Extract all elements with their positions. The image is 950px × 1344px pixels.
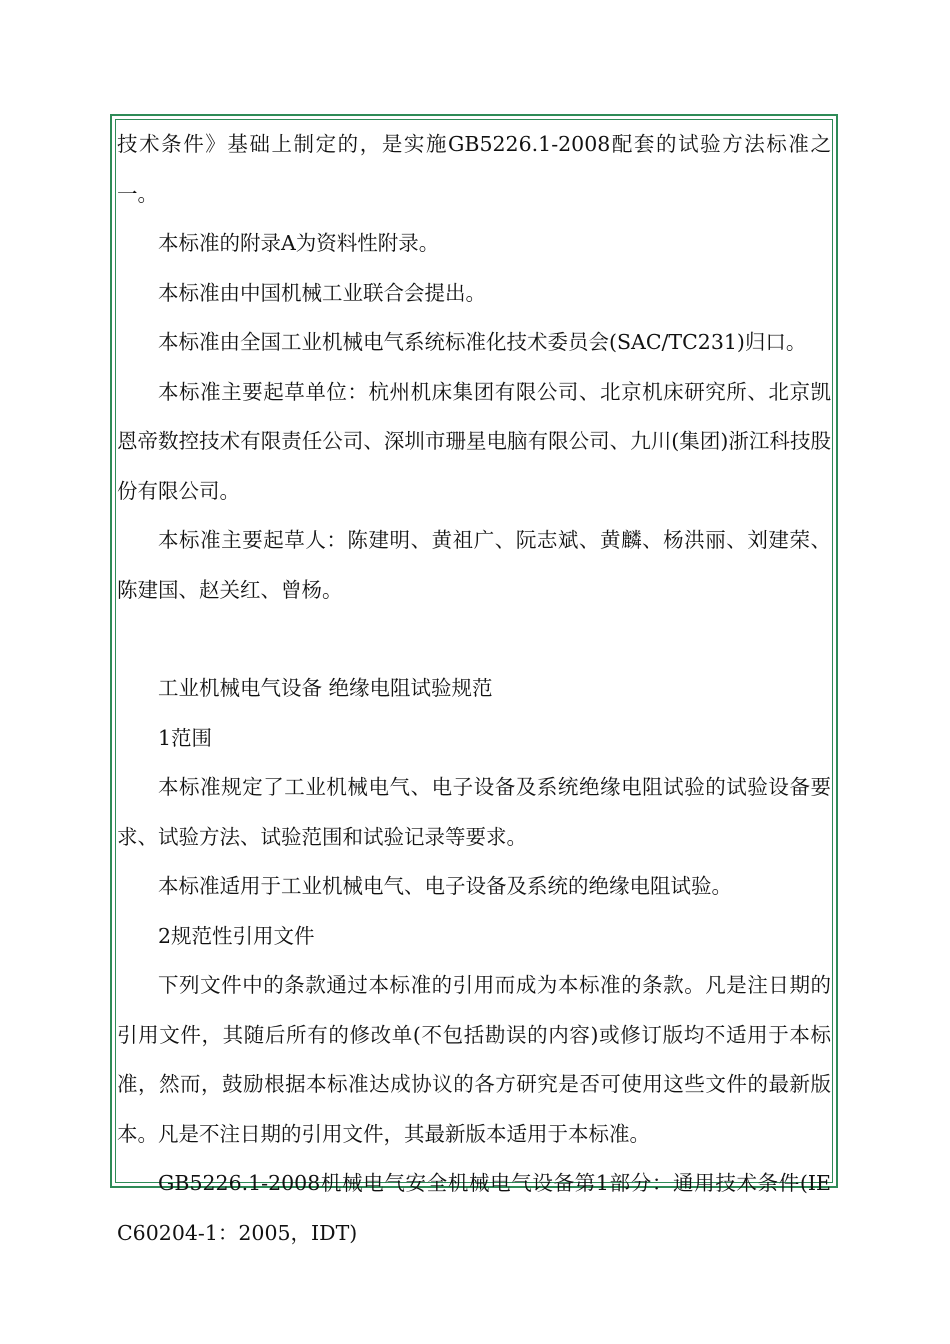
section-heading-scope: 1范围 — [158, 725, 213, 750]
paragraph-references-intro: 下列文件中的条款通过本标准的引用而成为本标准的条款。凡是注日期的引用文件，其随后所有的修改单(不包括勘误的内容)或修订版均不适用于本标准，然而，鼓励根据本标准达成协议的各方研究是否可使用这些文件的最新版本。凡是不注日期的引用文件，其最新版本适用于本标准。 — [117, 973, 831, 1146]
document-title: 工业机械电气设备 绝缘电阻试验规范 — [158, 676, 493, 700]
paragraph-drafting-units: 本标准主要起草单位：杭州机床集团有限公司、北京机床研究所、北京凯恩帝数控技术有限责任公司、深圳市珊星电脑有限公司、九川(集团)浙江科技股份有限公司。 — [117, 379, 831, 503]
paragraph-scope-applicability: 本标准适用于工业机械电气、电子设备及系统的绝缘电阻试验。 — [158, 874, 732, 898]
paragraph-proposer: 本标准由中国机械工业联合会提出。 — [158, 280, 486, 305]
paragraph-drafters: 本标准主要起草人：陈建明、黄祖广、阮志斌、黄麟、杨洪丽、刘建荣、陈建国、赵关红、曾杨。 — [117, 528, 831, 602]
section-heading-normative-references: 2规范性引用文件 — [158, 923, 315, 948]
paragraph-continuation: 技术条件》基础上制定的，是实施GB5226.1-2008配套的试验方法标准之一。 — [117, 132, 831, 206]
paragraph-administrator: 本标准由全国工业机械电气系统标准化技术委员会(SAC/TC231)归口。 — [158, 330, 807, 354]
reference-item: GB5226.1-2008机械电气安全机械电气设备第1部分：通用技术条件(IEC60204-1：2005，IDT) — [117, 1171, 831, 1245]
paragraph-appendix-note: 本标准的附录A为资料性附录。 — [158, 231, 440, 255]
paragraph-spacer — [117, 615, 831, 664]
document-body — [117, 120, 831, 1258]
paragraph-scope-definition: 本标准规定了工业机械电气、电子设备及系统绝缘电阻试验的试验设备要求、试验方法、试验范围和试验记录等要求。 — [117, 775, 831, 849]
